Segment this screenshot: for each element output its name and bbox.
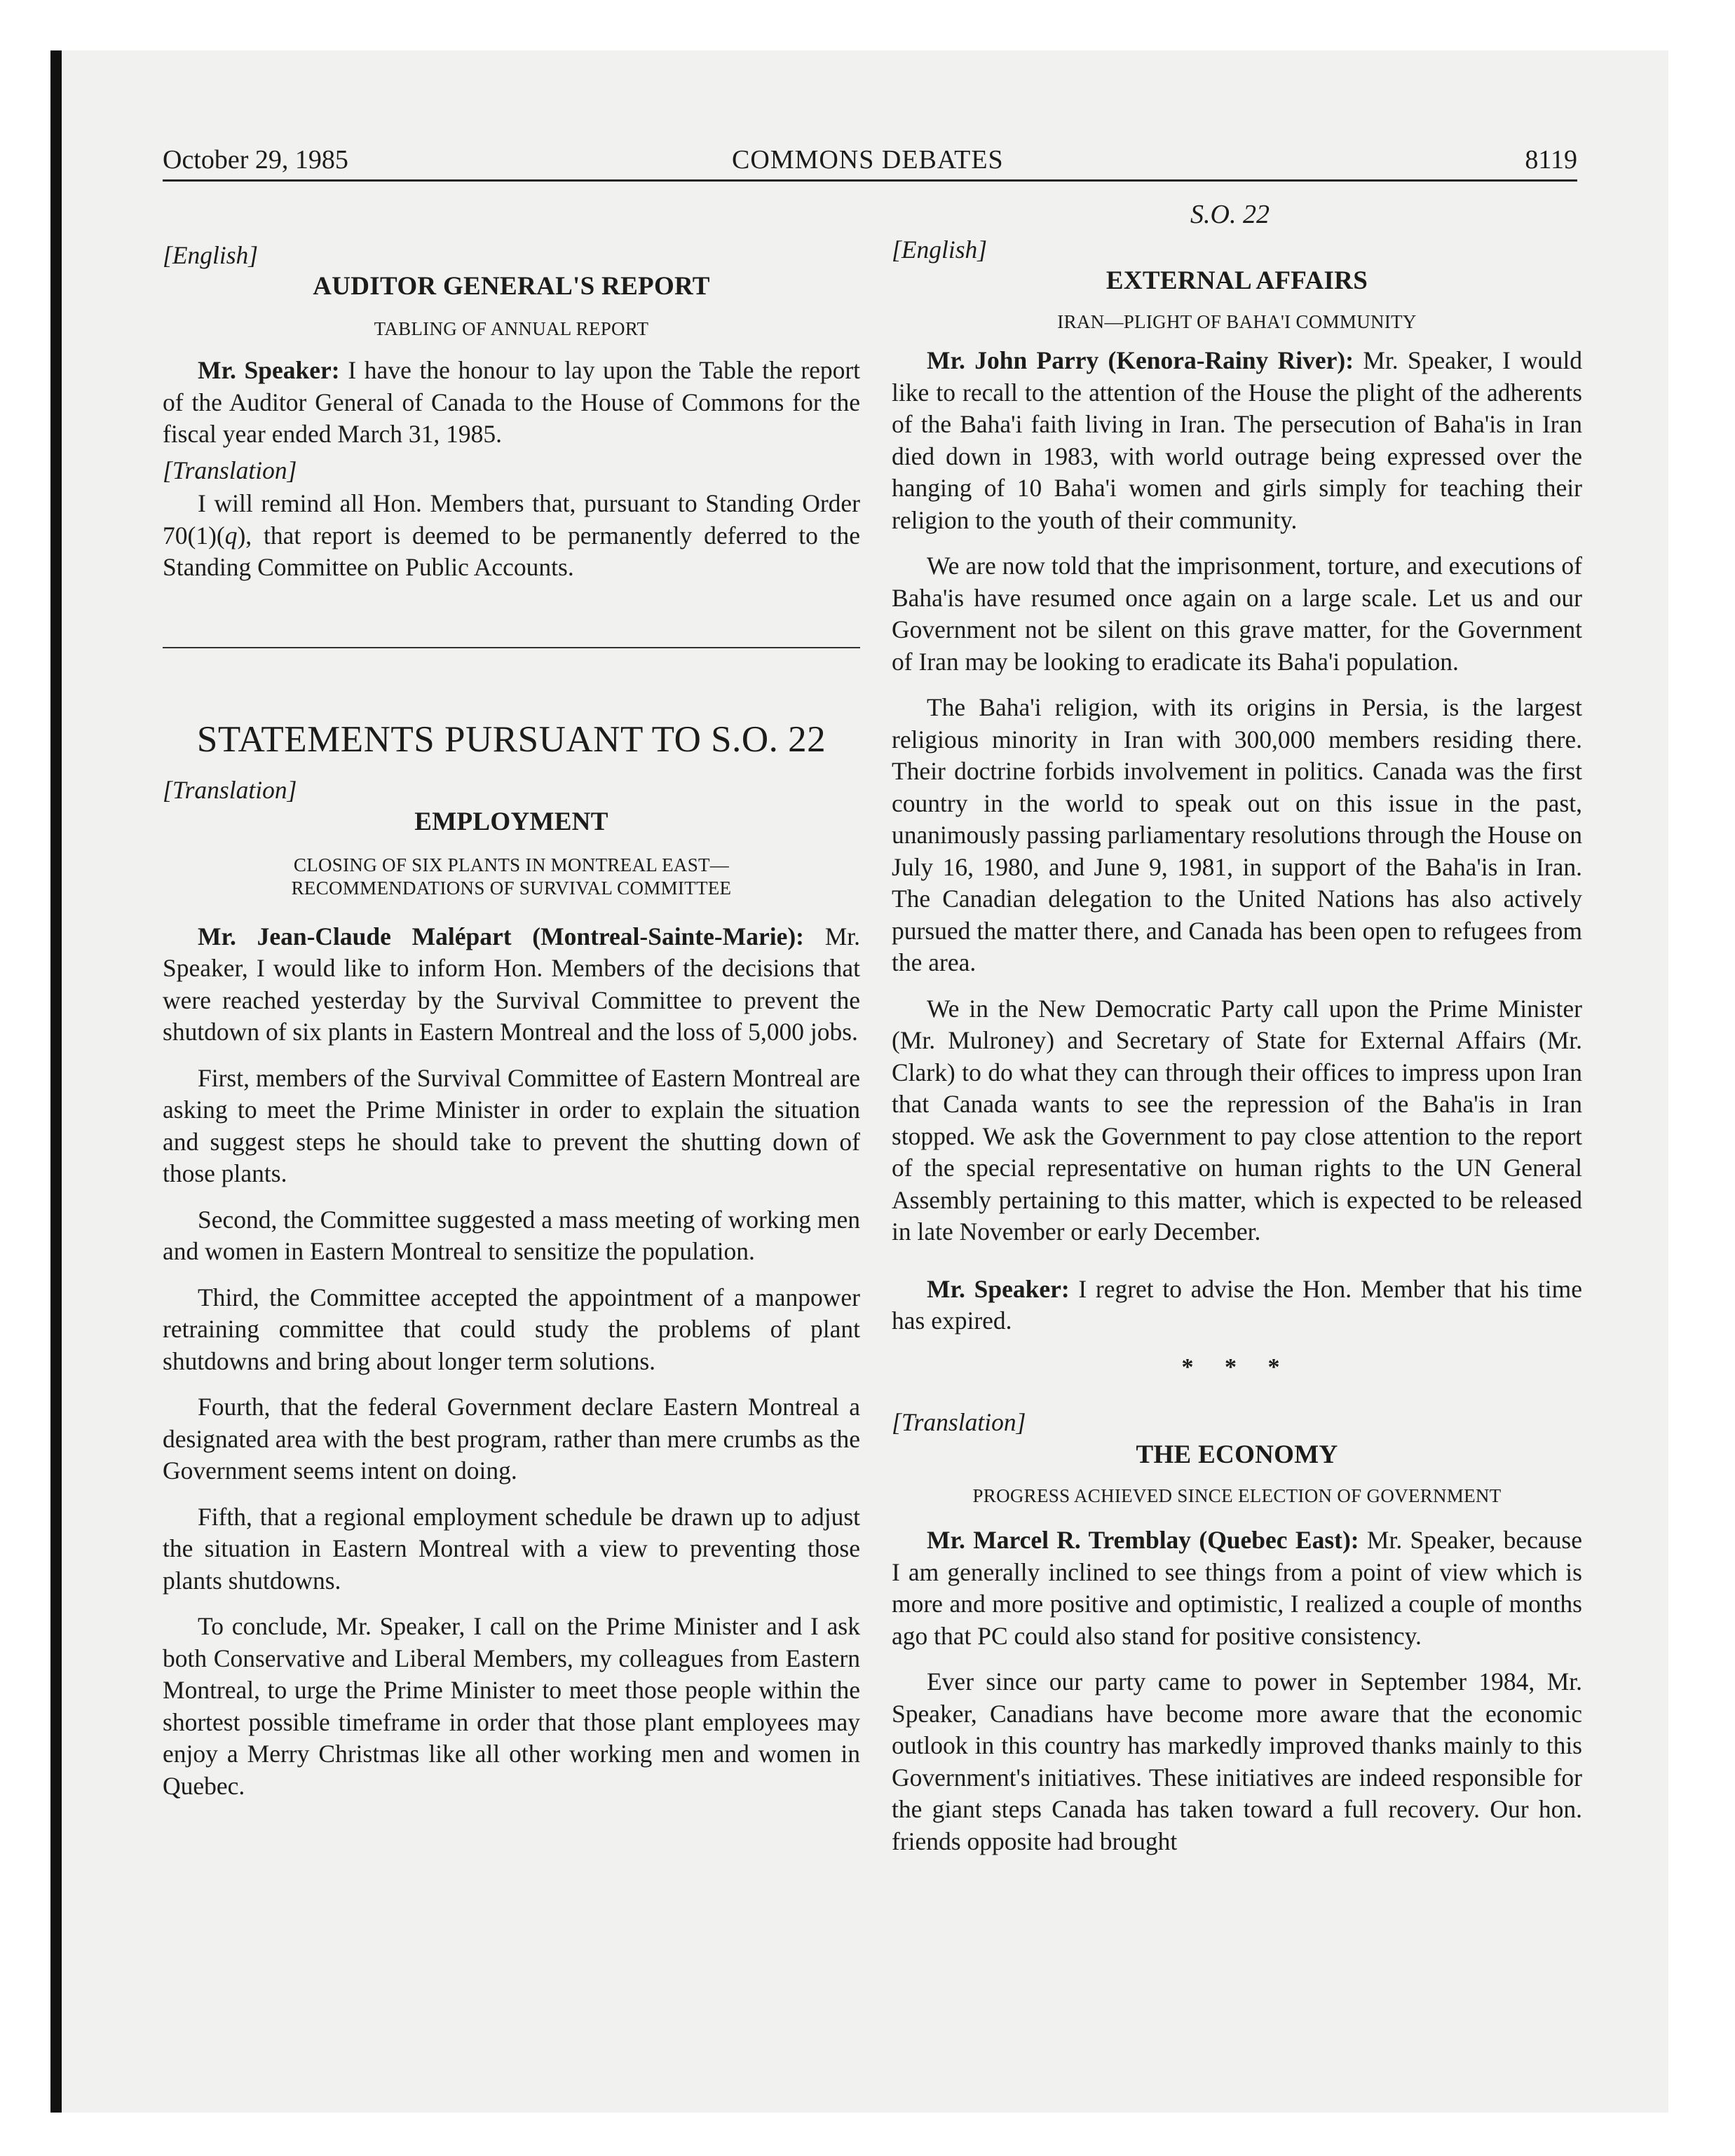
- section-subheading: RECOMMENDATIONS OF SURVIVAL COMMITTEE: [291, 877, 732, 899]
- paragraph-text: I regret to advise the Hon. Member that his time has expired.: [892, 1274, 1582, 1335]
- statements-heading: STATEMENTS PURSUANT TO S.O. 22: [196, 718, 826, 760]
- section-heading: EMPLOYMENT: [414, 807, 608, 836]
- speaker-name: Mr. Jean-Claude Malépart (Montreal-Sainte-Marie):: [198, 922, 804, 950]
- header-date: October 29, 1985: [163, 145, 348, 175]
- paragraph: [892, 1274, 1582, 1337]
- paragraph: [163, 921, 860, 1049]
- paragraph-italic: q: [224, 521, 238, 550]
- paragraph: [892, 1524, 1582, 1652]
- header-rule: [163, 179, 1577, 182]
- paragraph: Third, the Committee accepted the appointment of a manpower retraining committee that could study the problems of plant shutdowns and bring about longer term solutions.: [163, 1283, 860, 1375]
- section-heading: AUDITOR GENERAL'S REPORT: [313, 271, 710, 301]
- paragraph: To conclude, Mr. Speaker, I call on the Prime Minister and I ask both Conservative and Liberal Members, my colleagues from Eastern Montreal, to urge the Prime Minister to meet those people within the shortest possible timeframe in order that those plant employees may enjoy a Merry Christmas like all other working men and women in Quebec.: [163, 1612, 860, 1800]
- language-note: [Translation]: [892, 1408, 1026, 1436]
- paragraph-text: Mr. Speaker, I would like to inform Hon. Members of the decisions that were reached yesterday by the Survival Committee to prevent the shutdown of six plants in Eastern Montreal and the loss of 5,000 jobs.: [163, 922, 860, 1046]
- paragraph-text: ), that report is deemed to be permanently deferred to the Standing Committee on Public Accounts.: [163, 521, 860, 581]
- header-title: COMMONS DEBATES: [732, 145, 1004, 175]
- speaker-name: Mr. Marcel R. Tremblay (Quebec East):: [927, 1526, 1359, 1554]
- right-column: [892, 234, 1582, 1857]
- language-note: [English]: [892, 236, 988, 264]
- section-subheading: CLOSING OF SIX PLANTS IN MONTREAL EAST—: [293, 854, 730, 875]
- paragraph: Second, the Committee suggested a mass meeting of working men and women in Eastern Montreal to sensitize the population.: [163, 1205, 860, 1265]
- paragraph: [163, 488, 860, 584]
- paragraph: Ever since our party came to power in September 1984, Mr. Speaker, Canadians have become more aware that the economic outlook in this country has markedly improved thanks mainly to this Government's initiatives. These initiatives are indeed responsible for the giant steps Canada has taken toward a full recovery. Our hon. friends opposite had brought: [892, 1667, 1582, 1855]
- paragraph-text: Mr. Speaker, because I am generally inclined to see things from a point of view which is more and more positive and optimistic, I realized a couple of months ago that PC could also stand for positive consistency.: [892, 1526, 1582, 1650]
- language-note: [English]: [163, 241, 259, 269]
- left-column: [163, 240, 860, 1802]
- section-rule: [163, 647, 860, 648]
- paragraph-text: I will remind all Hon. Members that, pursuant to Standing Order 70(1)(: [163, 489, 860, 550]
- language-note: [Translation]: [163, 456, 297, 484]
- section-subheading: IRAN—PLIGHT OF BAHA'I COMMUNITY: [1057, 311, 1417, 332]
- section-heading: EXTERNAL AFFAIRS: [1105, 266, 1368, 295]
- section-subheading: TABLING OF ANNUAL REPORT: [374, 318, 649, 339]
- section-separator: * * *: [1181, 1353, 1293, 1380]
- paragraph: Fifth, that a regional employment schedule be drawn up to adjust the situation in Eastern Montreal with a view to preventing those plants shutdowns.: [163, 1502, 860, 1595]
- paragraph: We are now told that the imprisonment, torture, and executions of Baha'is have resumed once again on a large scale. Let us and our Government not be silent on this grave matter, for the Government of Iran may be looking to eradicate its Baha'i population.: [892, 552, 1582, 676]
- paragraph: Fourth, that the federal Government declare Eastern Montreal a designated area with the best program, rather than mere crumbs as the Government seems intent on doing.: [163, 1393, 860, 1485]
- standing-order-mark: S.O. 22: [1190, 200, 1270, 229]
- paragraph: [892, 345, 1582, 536]
- paragraph: [163, 355, 860, 451]
- section-subheading: PROGRESS ACHIEVED SINCE ELECTION OF GOVERNMENT: [972, 1485, 1502, 1506]
- paragraph-text: Mr. Speaker, I would like to recall to the attention of the House the plight of the adherents of the Baha'i faith living in Iran. The persecution of Baha'is in Iran died down in 1983, with world outrage being expressed over the hanging of 10 Baha'i women and girls simply for teaching their religion to the youth of their community.: [892, 346, 1582, 534]
- paragraph: The Baha'i religion, with its origins in Persia, is the largest religious minority in Iran with 300,000 members residing there. Their doctrine forbids involvement in politics. Canada was the first country in the world to speak out on this issue in the past, unanimously passing parliamentary resolutions through the House on July 16, 1980, and June 9, 1981, in support of the Baha'is in Iran. The Canadian delegation to the United Nations has also actively pursued the matter there, and Canada has been open to refugees from the area.: [892, 693, 1582, 976]
- header-page-number: 8119: [1525, 145, 1577, 175]
- speaker-name: Mr. John Parry (Kenora-Rainy River):: [927, 346, 1354, 374]
- speaker-name: Mr. Speaker:: [198, 356, 340, 384]
- language-note: [Translation]: [163, 775, 297, 804]
- section-heading: THE ECONOMY: [1136, 1440, 1338, 1469]
- scan-edge: [50, 50, 62, 2113]
- paragraph: We in the New Democratic Party call upon the Prime Minister (Mr. Mulroney) and Secretary of State for External Affairs (Mr. Clark) to do what they can through their offices to impress upon Iran that Canada wants to see the repression of the Baha'is in Iran stopped. We ask the Government to pay close attention to the report of the special representative on human rights to the UN General Assembly pertaining to this matter, which is expected to be released in late November or early December.: [892, 994, 1582, 1246]
- paragraph-text: I have the honour to lay upon the Table the report of the Auditor General of Canada to the House of Commons for the fiscal year ended March 31, 1985.: [163, 356, 861, 448]
- speaker-name: Mr. Speaker:: [927, 1274, 1070, 1303]
- paragraph: First, members of the Survival Committee of Eastern Montreal are asking to meet the Prime Minister in order to explain the situation and suggest steps he should take to prevent the shutting down of those plants.: [163, 1063, 860, 1187]
